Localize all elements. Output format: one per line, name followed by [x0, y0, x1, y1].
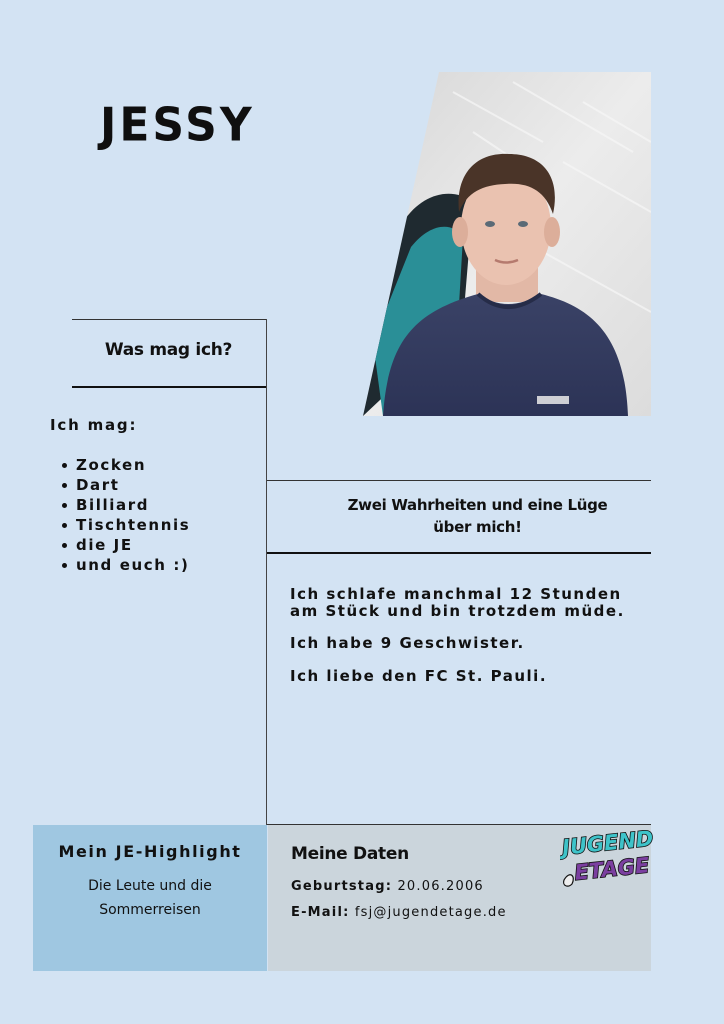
- list-item: die JE: [60, 535, 190, 555]
- divider-truths-top: [267, 480, 651, 481]
- list-item: Zocken: [60, 455, 190, 475]
- email-label: E-Mail:: [291, 905, 350, 920]
- list-item: Billiard: [60, 495, 190, 515]
- jugendetage-logo: [560, 826, 654, 888]
- divider-top-left: [72, 319, 267, 320]
- truth-statement-3: Ich liebe den FC St. Pauli.: [290, 667, 548, 685]
- svg-text:ETAGE: ETAGE: [573, 853, 651, 885]
- truths-heading-line2: über mich!: [433, 518, 522, 536]
- divider-truths-heading: [267, 552, 651, 554]
- list-item: Tischtennis: [60, 515, 190, 535]
- email-row: [291, 905, 507, 920]
- likes-heading: Was mag ich?: [104, 340, 233, 360]
- profile-photo: [363, 72, 651, 416]
- truth-statement-2: Ich habe 9 Geschwister.: [290, 634, 525, 652]
- truths-heading: [330, 494, 625, 538]
- likes-list: [60, 455, 190, 575]
- svg-text:JUGEND: JUGEND: [560, 826, 654, 860]
- email-value: fsj@jugendetage.de: [354, 905, 507, 920]
- profile-name: JESSY: [100, 98, 255, 153]
- data-title: Meine Daten: [291, 844, 409, 864]
- likes-intro: Ich mag:: [50, 416, 138, 434]
- birthday-value: 20.06.2006: [397, 879, 484, 894]
- list-item: und euch :): [60, 555, 190, 575]
- highlight-text: Die Leute und die Sommerreisen: [88, 878, 212, 918]
- truth-statement-1: Ich schlafe manchmal 12 Stunden am Stück und bin trotzdem müde.: [290, 585, 625, 620]
- divider-likes-heading: [72, 386, 267, 388]
- truths-heading-line1: Zwei Wahrheiten und eine Lüge: [347, 496, 608, 514]
- highlight-title: Mein JE-Highlight: [58, 842, 242, 861]
- list-item: Dart: [60, 475, 190, 495]
- birthday-label: Geburtstag:: [291, 879, 393, 894]
- birthday-row: [291, 879, 484, 894]
